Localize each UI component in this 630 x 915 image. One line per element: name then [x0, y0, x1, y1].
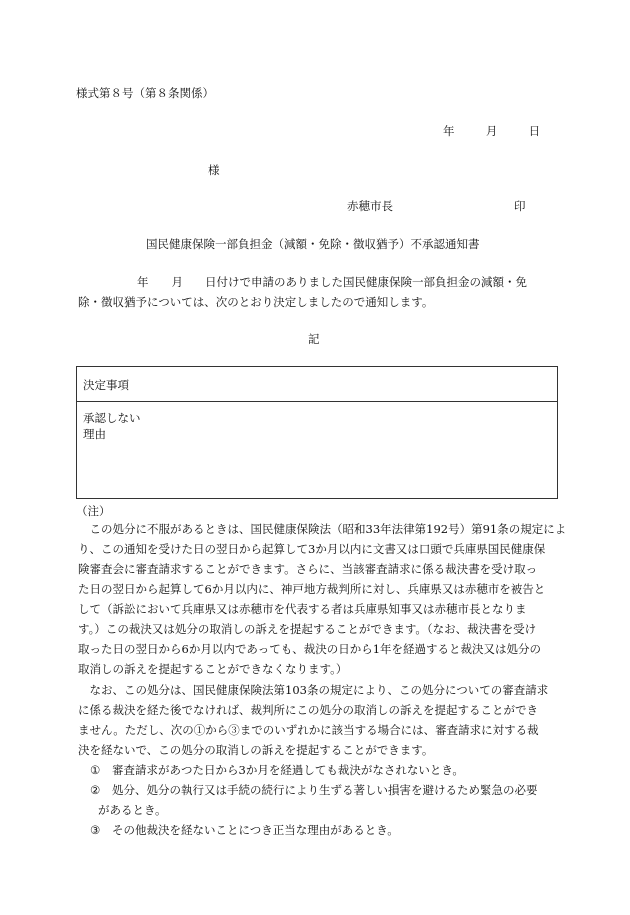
- date-year: 年: [443, 124, 455, 138]
- note-paragraph-2: [78, 680, 553, 760]
- note-p2-line: ません。ただし、次の①から③までのいずれかに該当する場合には、審査請求に対する裁: [78, 723, 539, 737]
- note-p1-line: この処分に不服があるときは、国民健康保険法（昭和33年法律第192号）第91条の規定によ: [78, 522, 567, 536]
- decision-header-label: 決定事項: [83, 378, 129, 392]
- note-p2-line: に係る裁決を経た後でなければ、裁判所にこの処分の取消しの訴えを提起することができ: [78, 703, 538, 717]
- addressee-suffix: 様: [208, 163, 220, 177]
- note-p1-line: 取消しの訴えを提起することができなくなります。）: [78, 662, 348, 676]
- note-p2-line: 決を経ないで、この処分の取消しの訴えを提起することができます。: [78, 743, 434, 757]
- note-p1-line: 取った日の翌日から6か月以内であっても、裁決の日から1年を経過すると裁決又は処分の: [78, 642, 542, 656]
- date-month: 月: [485, 124, 498, 138]
- note-p1-line: す。）この裁決又は処分の取消しの訴えを提起することができます。（なお、裁決書を受け: [78, 622, 537, 636]
- decision-result: 承認しない: [83, 411, 141, 425]
- note-paragraph-1: [78, 519, 567, 679]
- intro-year: 年: [137, 275, 149, 289]
- intro-text: 日付けで申請のありました国民健康保険一部負担金の減額・免: [205, 275, 527, 289]
- date-day: 日: [528, 124, 541, 138]
- note-item-3: ③ その他裁決を経ないことにつき正当な理由があるとき。: [90, 823, 399, 837]
- seal-mark: 印: [514, 199, 526, 213]
- note-label: （注）: [76, 504, 111, 518]
- date-line: [443, 123, 540, 139]
- decision-table-header: [76, 366, 558, 402]
- note-item-1: ① 審査請求があつた日から3か月を経過しても裁決がなされないとき。: [90, 763, 464, 777]
- note-p1-line: 険審査会に審査請求することができます。さらに、当該審査請求に係る裁決書を受け取っ: [78, 562, 538, 576]
- note-p1-line: た日の翌日から起算して6か月以内に、神戸地方裁判所に対し、兵庫県又は赤穂市を被告と: [78, 582, 546, 596]
- decision-table-body: [76, 401, 558, 499]
- note-item-2: ② 処分、処分の執行又は手続の続行により生ずる著しい損害を避けるため緊急の必要: [90, 783, 538, 797]
- note-p2-line: なお、この処分は、国民健康保険法第103条の規定により、この処分についての審査請求: [78, 683, 549, 697]
- note-p1-line: して（訴訟において兵庫県又は赤穂市を代表する者は兵庫県知事又は赤穂市長となりま: [78, 602, 527, 616]
- note-item-2-continued: があるとき。: [98, 803, 167, 817]
- intro-line-1: [78, 274, 527, 290]
- note-p1-line: り、この通知を受けた日の翌日から起算して3か月以内に文書又は口頭で兵庫県国民健康保: [78, 542, 546, 556]
- form-number: 様式第８号（第８条関係）: [76, 86, 214, 100]
- issuer-name: 赤穂市長: [347, 199, 393, 213]
- intro-line-2: 除・徴収猶予については、次のとおり決定しましたので通知します。: [78, 295, 434, 309]
- decision-reason-label: 理由: [83, 427, 106, 441]
- intro-month: 月: [171, 275, 183, 289]
- document-title: 国民健康保険一部負担金（減額・免除・徴収猶予）不承認通知書: [146, 237, 480, 251]
- ki-heading: 記: [308, 332, 320, 346]
